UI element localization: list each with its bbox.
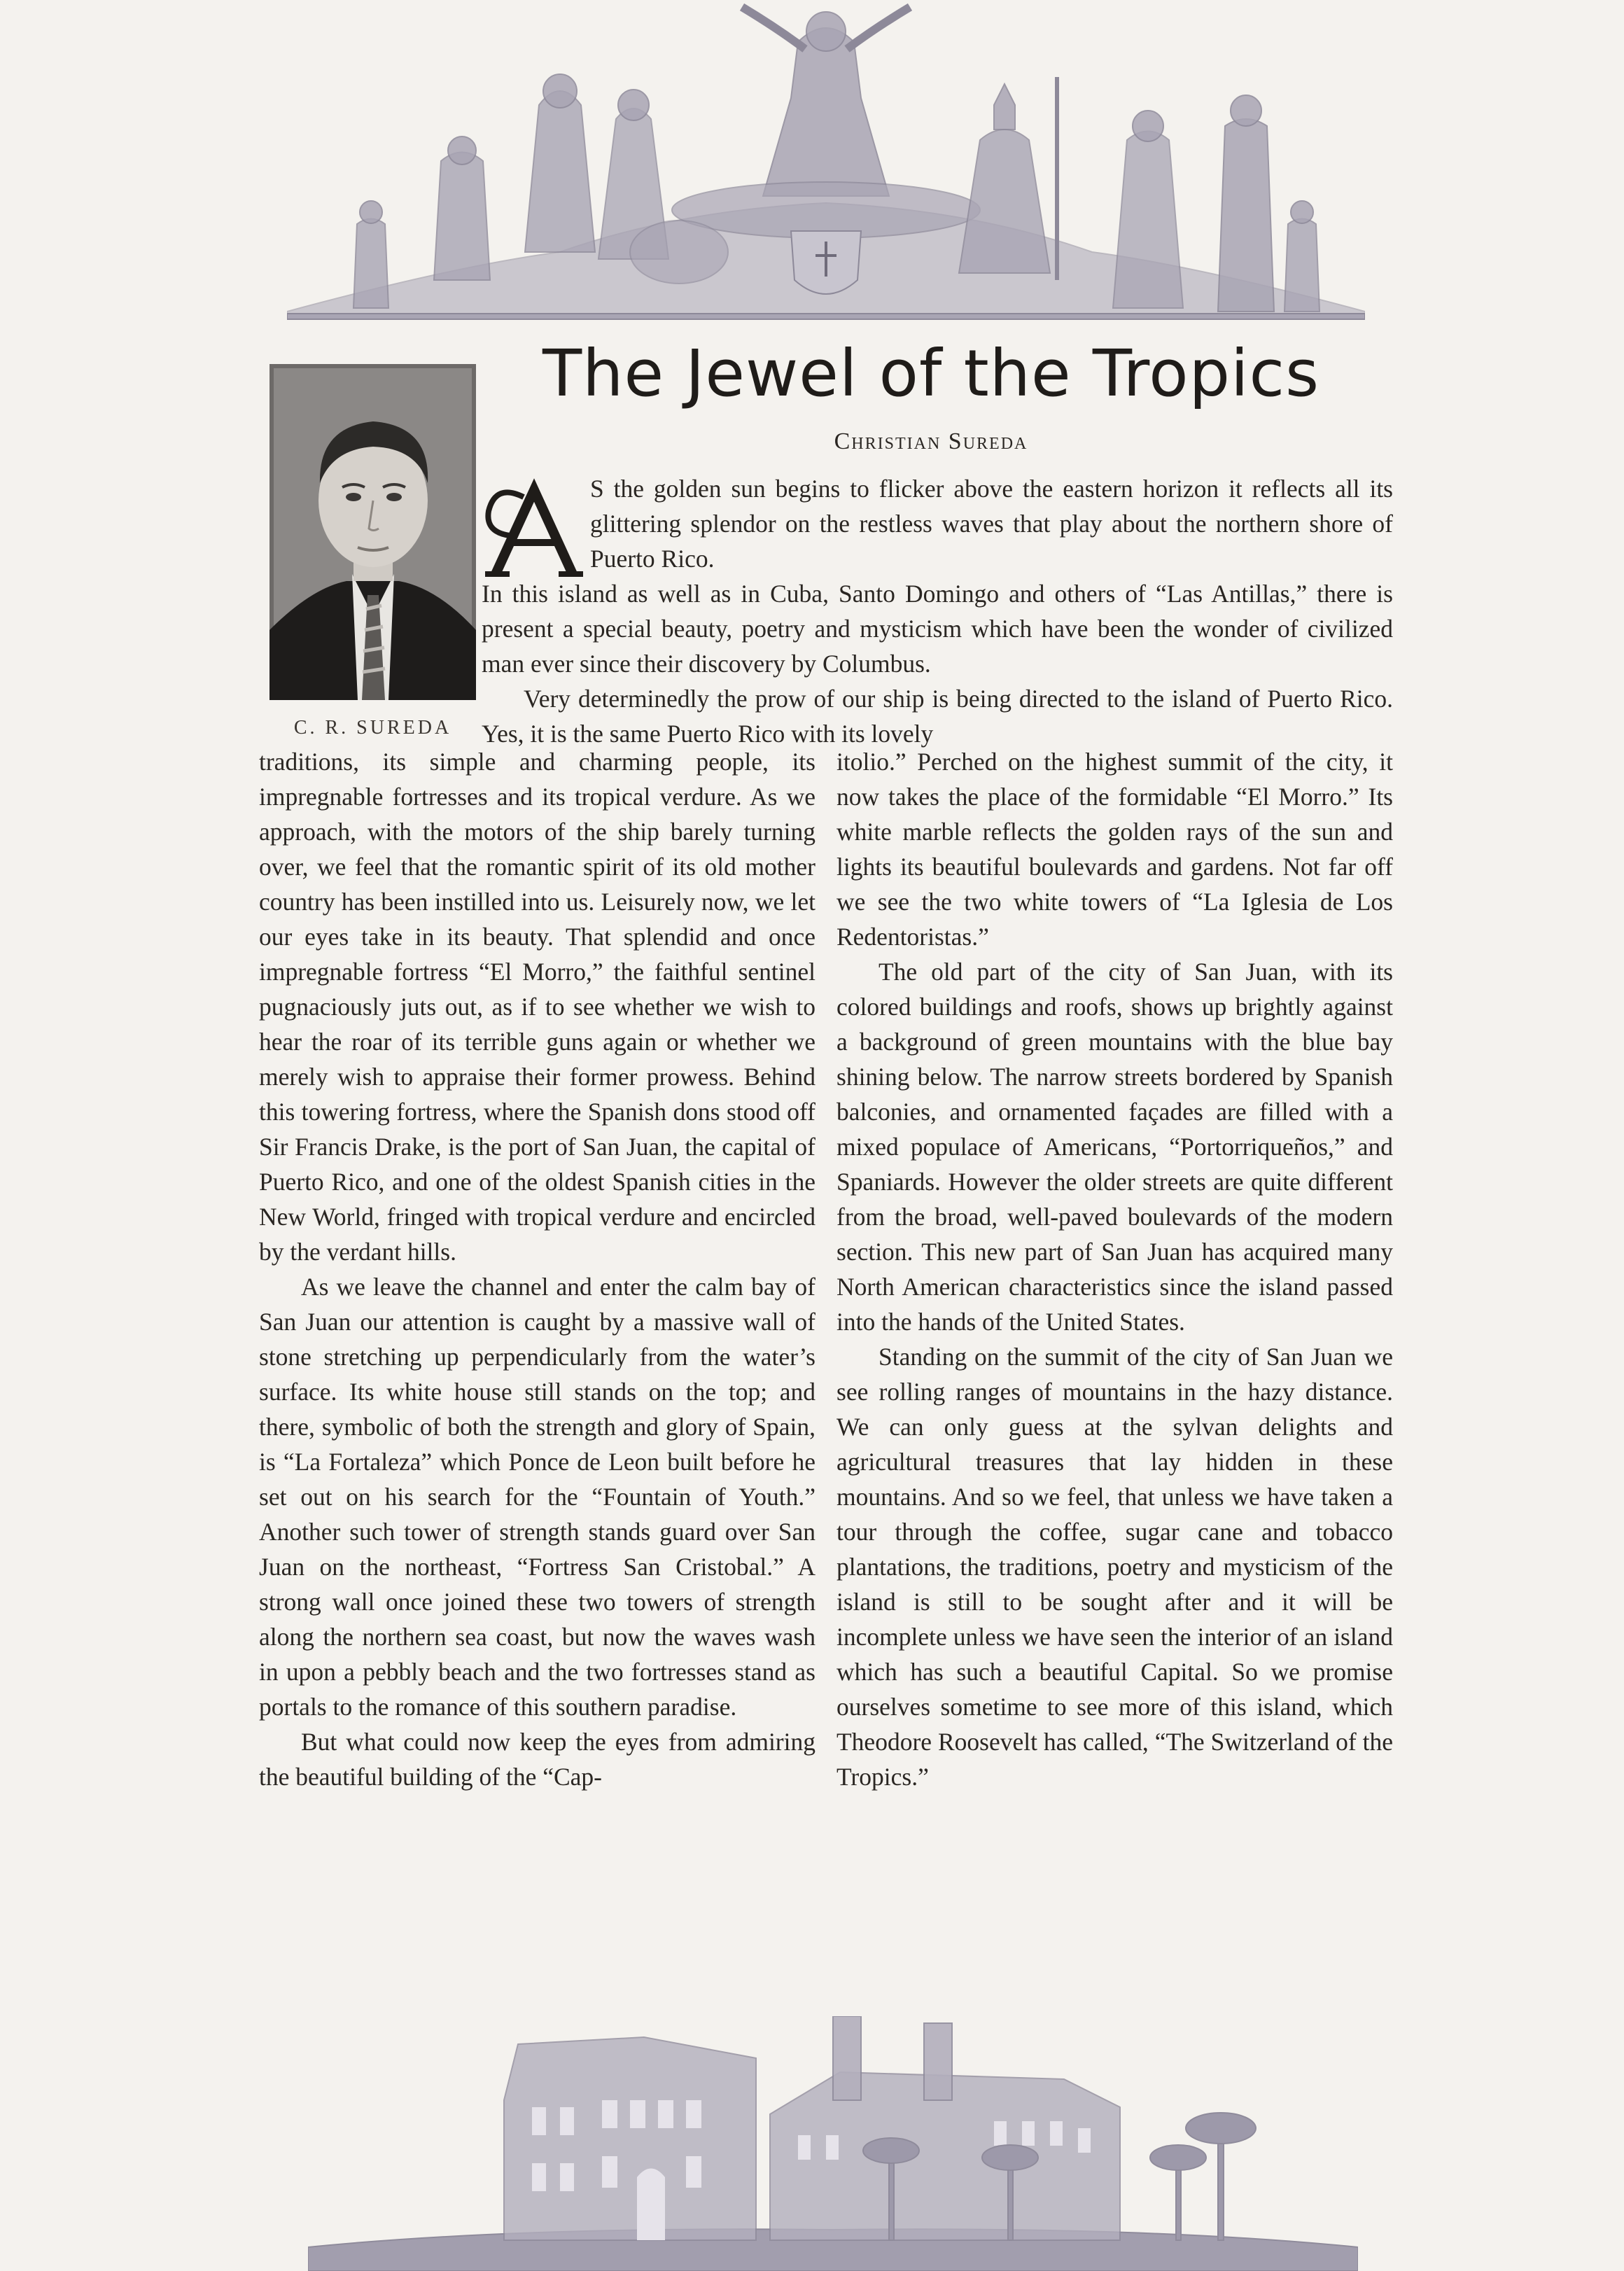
right-paragraph-2: The old part of the city of San Juan, with its colored buildings and roofs, shows up brightly against a background of green mountains with the blue bay shining below. The narrow streets bordered by Spanish balconies, and ornamented façades are filled with a mixed populace of Americans, “Portorriqueños,” and Spaniards. However the older streets are quite different from the broad, well-paved boulevards of the modern section. This new part of San Juan has acquired many North American characteristics since the island passed into the hands of the United States. [836, 958, 1393, 1336]
intro-block [482, 471, 1393, 751]
bottom-illustration [308, 2016, 1358, 2271]
author-portrait [270, 364, 476, 700]
left-paragraph-2: As we leave the channel and enter the calm bay of San Juan our attention is caught by a massive wall of stone stretching up perpendicularly from the water’s surface. Its white house still stands on the top; and there, symbolic of both the strength and glory of Spain, is “La Fortaleza” which Ponce de Leon built before he set out on his search for the “Fountain of Youth.” Another such tower of strength stands guard over San Juan on the northeast, “Fortress San Cristobal.” A strong wall once joined these two towers of strength along the northern sea coast, but now the waves wash in upon a pebbly beach and the two fortresses stand as portals to the romance of this southern paradise. [259, 1273, 816, 1721]
intro-rest: In this island as well as in Cuba, Santo Domingo and others of “Las Antillas,” there is present a special beauty, poetry and mysticism which have been the wonder of civilized man ever since their discovery by Columbus. [482, 580, 1393, 678]
right-column [836, 744, 1393, 1794]
top-illustration [287, 0, 1365, 329]
article-author: Christian Sureda [834, 428, 1028, 454]
left-paragraph-3: But what could now keep the eyes from admiring the beautiful building of the “Cap- [259, 1728, 816, 1791]
intro-paragraph-2: Very determinedly the prow of our ship is being directed to the island of Puerto Rico. Yes, it is the same Puerto Rico with its lovely [482, 685, 1393, 748]
right-paragraph-1: itolio.” Perched on the highest summit of the city, it now takes the place of the formidable “El Morro.” Its white marble reflects the golden rays of the sun and lights its beautiful boulevards and gardens. Not far off we see the two white towers of “La Iglesia de Los Redentoristas.” [836, 748, 1393, 951]
intro-lead: S the golden sun begins to flicker above the eastern horizon it reflects all its glittering splendor on the restless waves that play about the northern shore of Puerto Rico. [590, 475, 1393, 573]
portrait-caption: C. R. SUREDA [293, 717, 452, 739]
article-title: The Jewel of the Tropics [542, 336, 1320, 411]
left-column [259, 744, 816, 1794]
left-paragraph-1: traditions, its simple and charming people, its impregnable fortresses and its tropical verdure. As we approach, with the motors of the ship barely turning over, we feel that the romantic spirit of its old mother country has been instilled into us. Leisurely now, we let our eyes take in its beauty. That splendid and once impregnable fortress “El Morro,” the faithful sentinel pugnaciously juts out, as if to see whether we wish to hear the roar of its terrible guns again or whether we merely wish to appraise their former prowess. Behind this towering fortress, where the Spanish dons stood off Sir Francis Drake, is the port of San Juan, the capital of Puerto Rico, and one of the oldest Spanish cities in the New World, fringed with tropical verdure and encircled by the verdant hills. [259, 748, 816, 1266]
right-paragraph-3: Standing on the summit of the city of San Juan we see rolling ranges of mountains in the hazy distance. We can only guess at the sylvan delights and agricultural treasures that lay hidden in these mountains. And so we feel, that unless we have taken a tour through the coffee, sugar cane and tobacco plantations, the traditions, poetry and mysticism of the island is still to be sought after and it will be incomplete unless we have seen the interior of an island which has such a beautiful Capital. So we promise ourselves sometime to see more of this island, which Theodore Roosevelt has called, “The Switzerland of the Tropics.” [836, 1343, 1393, 1791]
